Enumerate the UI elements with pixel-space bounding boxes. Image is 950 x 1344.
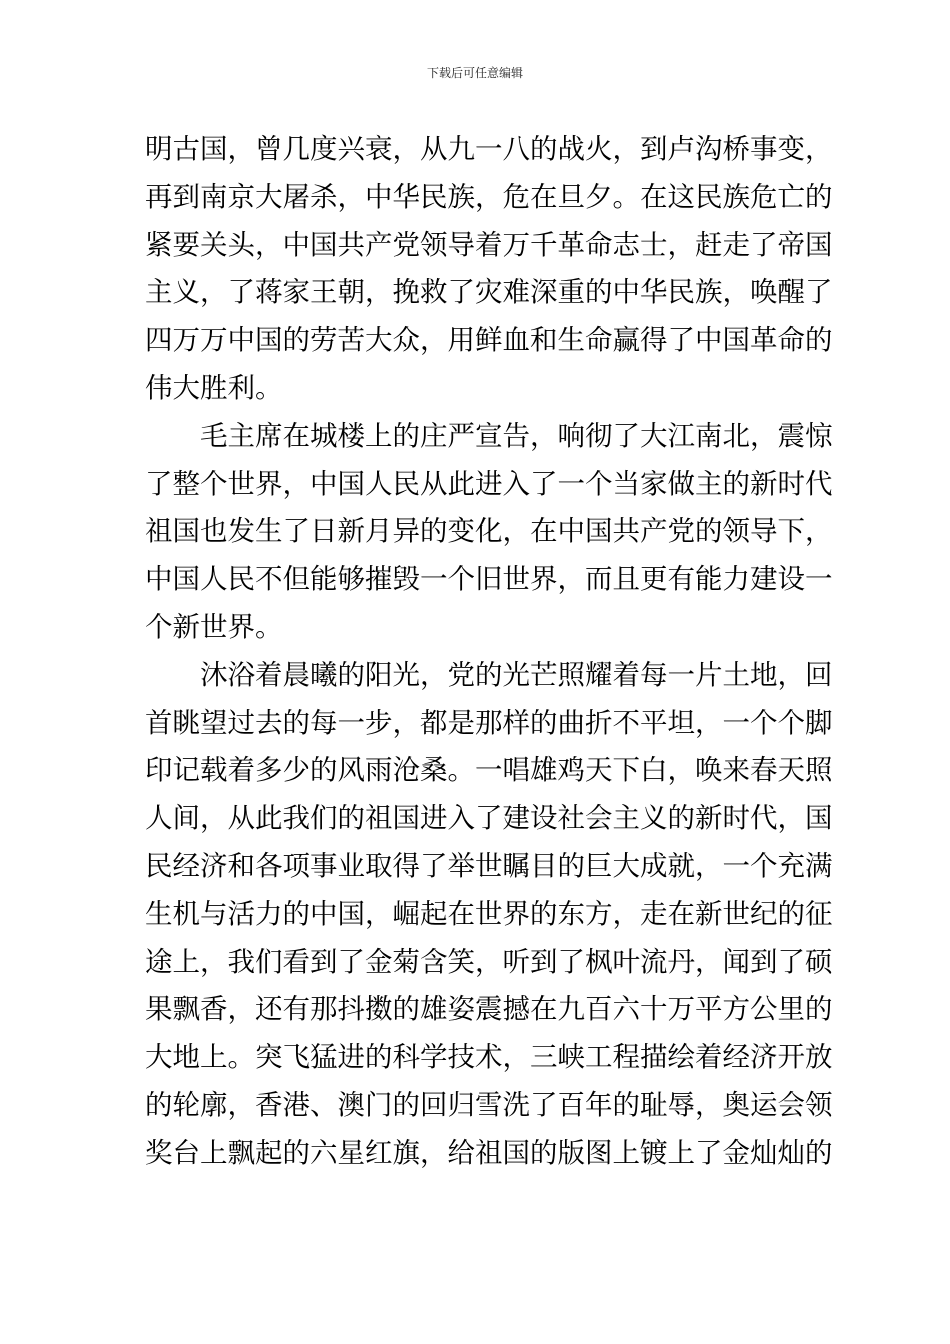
text-line: 伟大胜利。	[145, 371, 283, 404]
text-line: 首眺望过去的每一步，都是那样的曲折不平坦，一个个脚	[145, 706, 833, 739]
text-line: 明古国，曾几度兴衰，从九一八的战火，到卢沟桥事变，	[145, 133, 833, 165]
text-line: 果飘香，还有那抖擞的雄姿震撼在九百六十万平方公里的	[145, 993, 833, 1026]
text-line: 大地上。突飞猛进的科学技术，三峡工程描绘着经济开放	[145, 1041, 833, 1074]
text-line: 奖台上飘起的六星红旗，给祖国的版图上镀上了金灿灿的	[145, 1136, 833, 1169]
text-line: 途上，我们看到了金菊含笑，听到了枫叶流丹，闻到了硕	[145, 945, 833, 978]
text-line: 四万万中国的劳苦大众，用鲜血和生命赢得了中国革命的	[145, 324, 833, 357]
text-line: 祖国也发生了日新月异的变化，在中国共产党的领导下，	[145, 515, 833, 548]
page-header: 下载后可任意编辑	[426, 66, 523, 80]
text-line: 人间，从此我们的祖国进入了建设社会主义的新时代，国	[145, 802, 833, 835]
text-line: 个新世界。	[145, 610, 283, 643]
text-line: 紧要关头，中国共产党领导着万千革命志士，赶走了帝国	[145, 228, 833, 261]
text-line: 印记载着多少的风雨沧桑。一唱雄鸡天下白，唤来春天照	[145, 754, 833, 787]
text-line: 民经济和各项事业取得了举世瞩目的巨大成就，一个充满	[145, 849, 833, 882]
text-line: 沐浴着晨曦的阳光，党的光芒照耀着每一片土地，回	[200, 658, 833, 691]
text-line: 中国人民不但能够摧毁一个旧世界，而且更有能力建设一	[145, 563, 833, 596]
document-body	[145, 126, 833, 1178]
text-line: 主义，了蒋家王朝，挽救了灾难深重的中华民族，唤醒了	[145, 276, 833, 309]
text-line: 生机与活力的中国，崛起在世界的东方，走在新世纪的征	[145, 897, 833, 930]
text-line: 毛主席在城楼上的庄严宣告，响彻了大江南北，震惊	[200, 419, 833, 452]
text-line: 的轮廓，香港、澳门的回归雪洗了百年的耻辱，奥运会领	[145, 1088, 833, 1121]
text-line: 了整个世界，中国人民从此进入了一个当家做主的新时代	[145, 467, 833, 500]
text-line: 再到南京大屠杀，中华民族，危在旦夕。在这民族危亡的	[145, 180, 833, 213]
